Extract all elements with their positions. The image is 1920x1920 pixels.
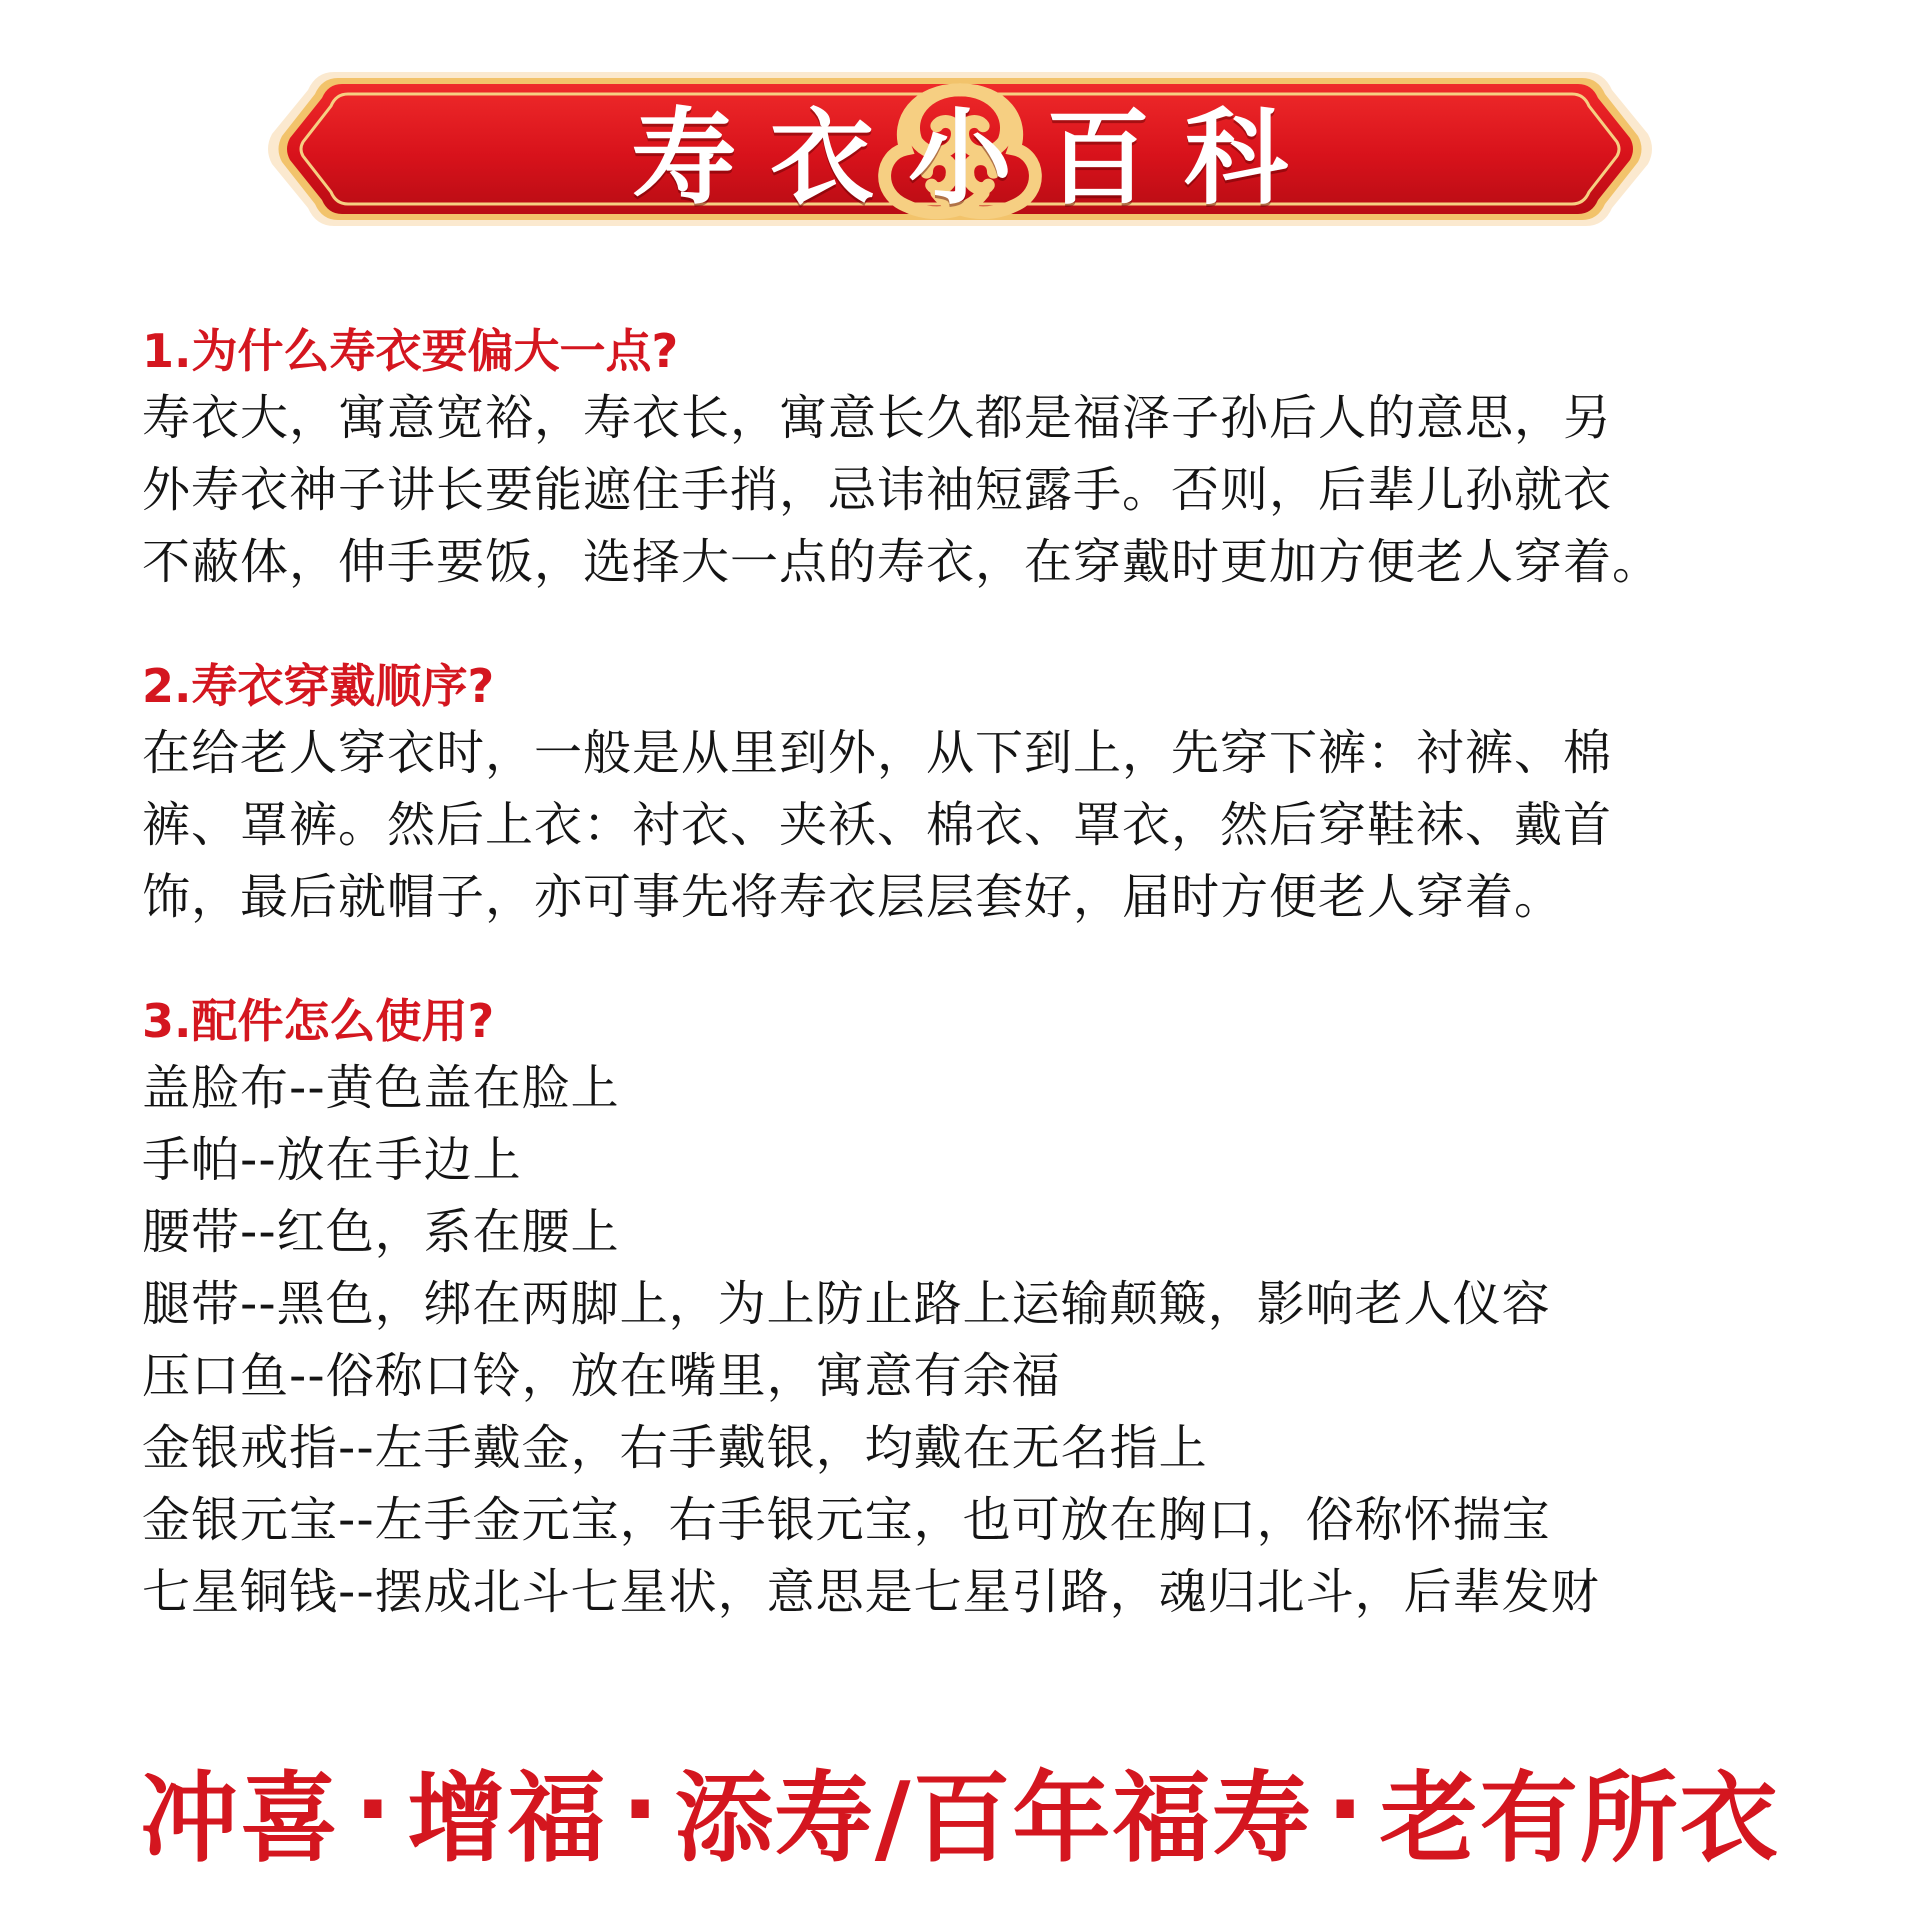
paragraph-line: 裤、罩裤。然后上衣：衬衣、夹袄、棉衣、罩衣，然后穿鞋袜、戴首 (142, 797, 1613, 853)
list-item: 腰带--红色，系在腰上 (142, 1204, 620, 1260)
paragraph-line: 不蔽体，伸手要饭，选择大一点的寿衣，在穿戴时更加方便老人穿着。 (142, 534, 1662, 590)
accessory-list (142, 1052, 1802, 1628)
paragraph-line: 外寿衣神子讲长要能遮住手捎，忌讳袖短露手。否则，后辈儿孙就衣 (142, 462, 1613, 518)
section-heading: 1.为什么寿衣要偏大一点? (142, 324, 679, 378)
slogan-separator: · (354, 1753, 394, 1867)
slogan-part: 增福 (407, 1761, 608, 1876)
slogan-part: 冲喜 (140, 1761, 341, 1876)
list-item: 金银元宝--左手金元宝，右手银元宝，也可放在胸口，俗称怀揣宝 (142, 1492, 1551, 1548)
list-item: 盖脸布--黄色盖在脸上 (142, 1060, 620, 1116)
paragraph-line: 饰，最后就帽子，亦可事先将寿衣层层套好，届时方便老人穿着。 (142, 869, 1564, 925)
slogan-separator: · (1326, 1753, 1366, 1867)
paragraph-line: 在给老人穿衣时，一般是从里到外，从下到上，先穿下裤：衬裤、棉 (142, 725, 1613, 781)
section-accessories (142, 990, 1802, 1628)
section-paragraph (142, 717, 1802, 933)
paragraph-line: 寿衣大，寓意宽裕，寿衣长，寓意长久都是福泽子孙后人的意思，另 (142, 390, 1613, 446)
section-heading: 3.配件怎么使用? (142, 994, 495, 1048)
section-paragraph (142, 382, 1802, 598)
list-item: 金银戒指--左手戴金，右手戴银，均戴在无名指上 (142, 1420, 1208, 1476)
page-title: 寿衣小百科 (631, 97, 1322, 219)
section-wearing-order (142, 655, 1802, 933)
list-item: 七星铜钱--摆成北斗七星状，意思是七星引路，魂归北斗，后辈发财 (142, 1564, 1600, 1620)
list-item: 压口鱼--俗称口铃，放在嘴里，寓意有余福 (142, 1348, 1061, 1404)
section-why-larger (142, 320, 1802, 598)
list-item: 腿带--黑色，绑在两脚上，为上防止路上运输颠簸，影响老人仪容 (142, 1276, 1551, 1332)
title-banner (264, 64, 1656, 234)
slogan-part: 老有所衣 (1379, 1761, 1780, 1876)
footer-slogan (0, 1745, 1920, 1875)
slogan-part: 添寿/百年福寿 (674, 1761, 1313, 1876)
section-heading: 2.寿衣穿戴顺序? (142, 659, 495, 713)
slogan-separator: · (621, 1753, 661, 1867)
list-item: 手帕--放在手边上 (142, 1132, 522, 1188)
